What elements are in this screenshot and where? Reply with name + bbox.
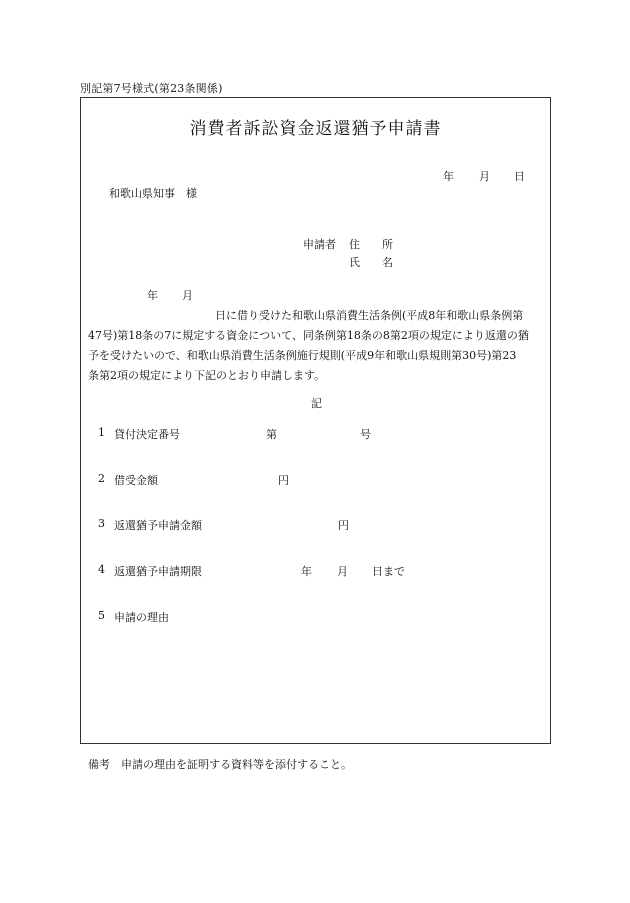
applicant-label: 申請者 bbox=[303, 238, 336, 251]
item-4-year-label: 年 bbox=[301, 565, 312, 578]
item-4-number: 4 bbox=[98, 563, 105, 576]
item-4-label: 返還猶予申請期限 bbox=[114, 565, 202, 578]
item-1-label: 貸付決定番号 bbox=[114, 428, 180, 441]
form-number: 別記第7号様式(第23条関係) bbox=[80, 82, 223, 95]
date-year-label: 年 bbox=[443, 170, 454, 183]
body-text: 日に借り受けた和歌山県消費生活条例(平成8年和歌山県条例第 47号)第18条の7に規定する資金について、同条例第18条の8第2項の規定により返還の猶 予を受けたいので、和歌山県消費生活条例施行規則(平成9年和歌山県規則第30号)第23 条第2項の規定により下記のとおり申請します。 bbox=[88, 309, 529, 382]
item-2-unit-yen: 円 bbox=[278, 474, 289, 487]
item-4-month-label: 月 bbox=[337, 565, 348, 578]
addressee: 和歌山県知事 様 bbox=[109, 187, 197, 200]
body-paragraph bbox=[88, 286, 548, 386]
item-2-label: 借受金額 bbox=[114, 474, 158, 487]
date-day-label: 日 bbox=[514, 170, 525, 183]
item-3-unit-yen: 円 bbox=[338, 519, 349, 532]
item-3-label: 返還猶予申請金額 bbox=[114, 519, 202, 532]
item-1-number: 1 bbox=[98, 426, 105, 439]
remark-label: 備考 bbox=[88, 758, 110, 771]
form-box bbox=[80, 97, 551, 744]
applicant-name-label: 氏 名 bbox=[349, 256, 393, 269]
item-1-unit-dai: 第 bbox=[266, 428, 277, 441]
form-title: 消費者訴訟資金返還猶予申請書 bbox=[189, 119, 442, 139]
remark bbox=[88, 756, 352, 772]
body-year-label: 年 bbox=[147, 289, 158, 302]
item-5-label: 申請の理由 bbox=[114, 611, 169, 624]
date-month-label: 月 bbox=[479, 170, 490, 183]
item-3-number: 3 bbox=[98, 517, 105, 530]
body-month-label: 月 bbox=[182, 289, 193, 302]
item-4-until-label: 日まで bbox=[372, 565, 405, 578]
applicant-address-label: 住 所 bbox=[349, 238, 393, 251]
remark-text: 申請の理由を証明する資料等を添付すること。 bbox=[121, 758, 352, 771]
ki-heading: 記 bbox=[311, 397, 322, 410]
item-5-number: 5 bbox=[98, 609, 105, 622]
item-2-number: 2 bbox=[98, 472, 105, 485]
item-1-unit-go: 号 bbox=[360, 428, 371, 441]
